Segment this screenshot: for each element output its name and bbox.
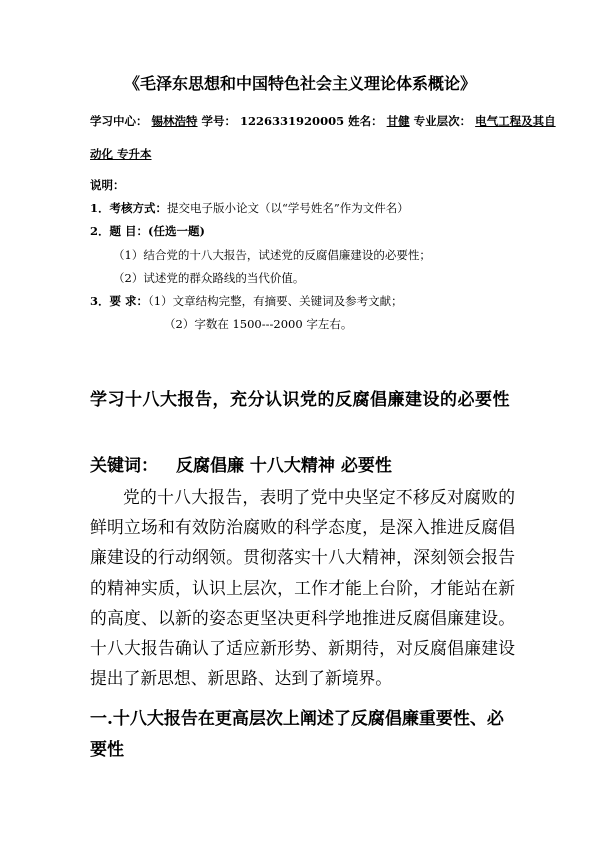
major-level-label: 专业层次： <box>413 114 472 128</box>
requirements-line <box>90 292 403 310</box>
keywords-label: 关键词： <box>90 456 158 476</box>
student-info-line <box>90 112 556 130</box>
instructions-heading: 说明： <box>90 178 125 192</box>
essay-title: 学习十八大报告，充分认识党的反腐倡廉建设的必要性 <box>90 390 510 410</box>
assessment-method-line <box>90 199 409 217</box>
assessment-method-label: 1．考核方式： <box>90 201 168 215</box>
section-heading: 一.十八大报告在更高层次上阐述了反腐倡廉重要性、必要性 <box>90 709 504 760</box>
center-value: 锡林浩特 <box>151 114 198 128</box>
requirement-1: （1）文章结构完整，有摘要、关键词及参考文献； <box>148 294 403 308</box>
requirement-2: （2）字数在 1500---2000 字左右。 <box>164 317 353 331</box>
assessment-method-text: 提交电子版小论文（以“学号姓名”作为文件名） <box>167 201 409 215</box>
student-info-line-continued <box>90 145 152 163</box>
center-label: 学习中心： <box>90 114 148 128</box>
major-level-value-continued: 动化 专升本 <box>90 147 152 161</box>
student-id-value: 1226331920005 <box>240 114 345 128</box>
student-id-label: 学号： <box>201 114 237 128</box>
student-name-label: 姓名： <box>348 114 383 128</box>
topic-heading: 2．题 目：(任选一题) <box>90 224 205 238</box>
keyword-1: 反腐倡廉 <box>176 456 244 476</box>
topic-option-1: （1）结合党的十八大报告，试述党的反腐倡廉建设的必要性； <box>113 248 431 262</box>
body-paragraph: 党的十八大报告，表明了党中央坚定不移反对腐败的鲜明立场和有效防治腐败的科学态度，是深入推进反腐倡廉建设的行动纲领。贯彻落实十八大精神，深刻领会报告的精神实质，认识上层次，工作才能上台阶，才能站在新的高度、以新的姿态更坚决更科学地推进反腐倡廉建设。十八大报告确认了适应新形势、新期待，对反腐倡廉建设提出了新思想、新思路、达到了新境界。 <box>90 487 515 689</box>
keywords-line <box>90 451 392 476</box>
major-level-value: 电气工程及其自 <box>475 114 556 128</box>
student-name-value: 甘健 <box>386 114 410 128</box>
topic-option-2: （2）试述党的群众路线的当代价值。 <box>113 271 305 285</box>
course-title: 《毛泽东思想和中国特色社会主义理论体系概论》 <box>123 74 476 93</box>
keyword-2: 十八大精神 <box>249 456 335 476</box>
requirements-label: 3．要 求： <box>90 294 149 308</box>
keyword-3: 必要性 <box>340 456 392 476</box>
